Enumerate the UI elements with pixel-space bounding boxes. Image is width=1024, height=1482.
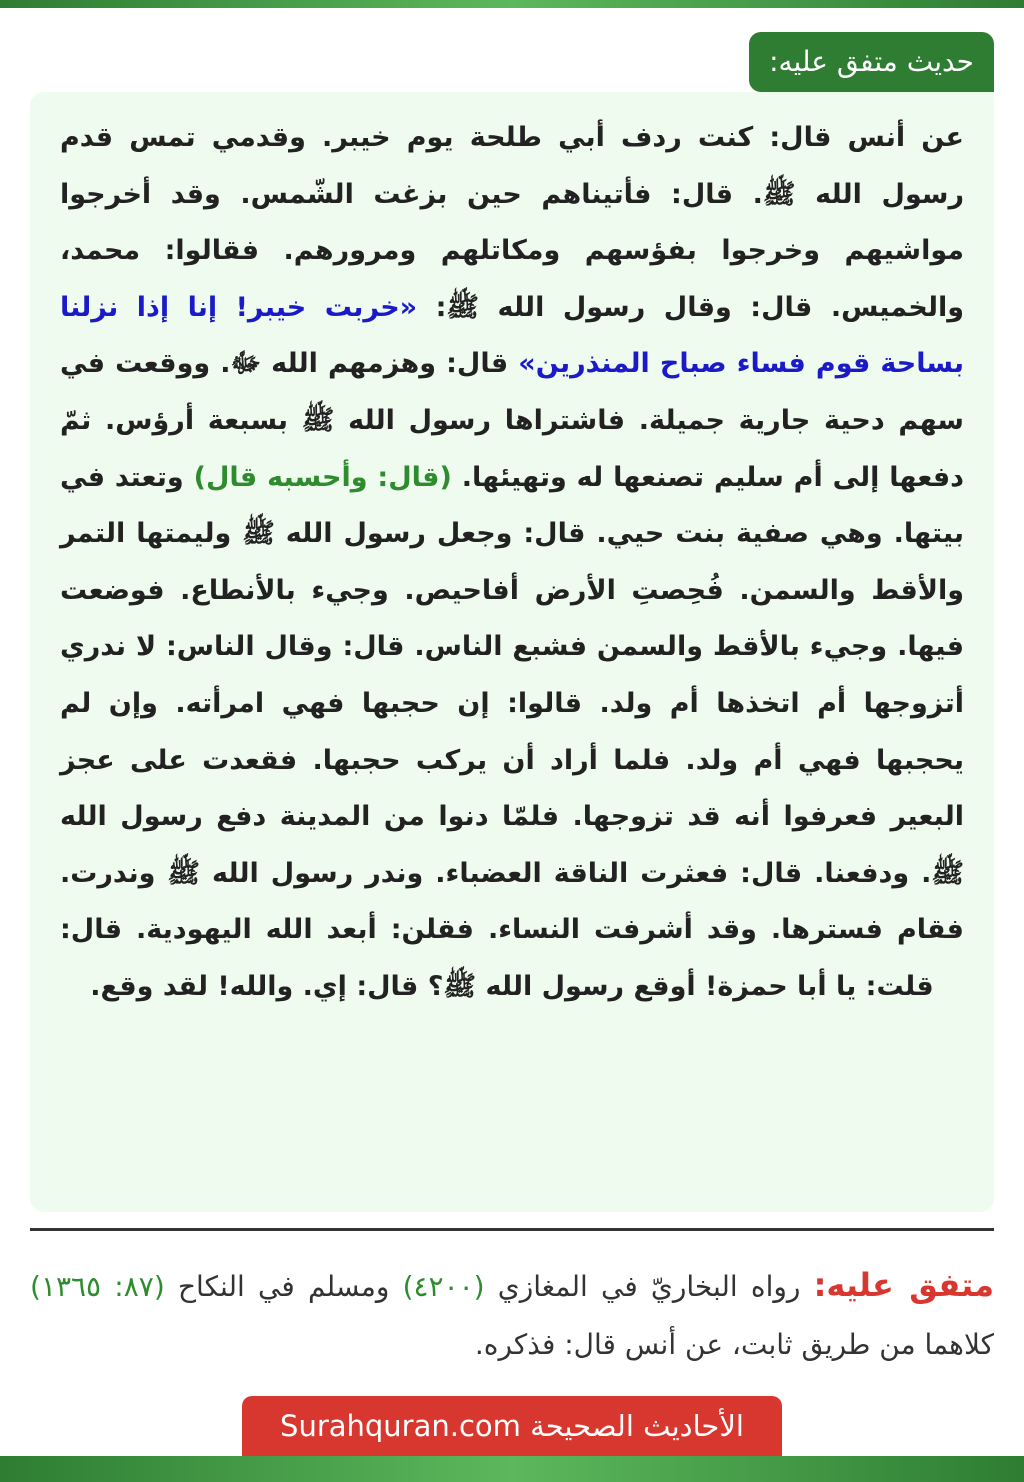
- prophet-quote: «خربت خيبر! إنا إذا نزلنا بساحة قوم فساء صباح المنذرين»: [60, 291, 964, 380]
- bottom-decor-bar: [0, 1456, 1024, 1482]
- divider: [30, 1228, 994, 1231]
- source-text: رواه البخاريّ في المغازي: [484, 1270, 814, 1303]
- hadith-number: (٨٧: ١٣٦٥): [30, 1270, 165, 1303]
- hadith-text-part: عن أنس قال: كنت ردف أبي طلحة يوم خيبر. وقدمي تمس قدم رسول الله ﷺ. قال: فأتيناهم حين بزغت الشّمس. وقد أخرجوا مواشيهم وخرجوا بفؤسهم ومكاتلهم ومرورهم. فقالوا: محمد، والخميس. قال: وقال رسول الله ﷺ:: [60, 122, 964, 323]
- site-badge[interactable]: الأحاديث الصحيحة Surahquran.com: [242, 1396, 782, 1456]
- source-text: كلاهما من طريق ثابت، عن أنس قال: فذكره.: [474, 1328, 994, 1361]
- source-reference: [30, 1256, 994, 1374]
- hadith-text-part: وتعتد في بيتها. وهي صفية بنت حيي. قال: وجعل رسول الله ﷺ وليمتها التمر والأقط والسمن. فُحِصتِ الأرض أفاحيص. وجيء بالأنطاع. فوضعت فيها. وجيء بالأقط والسمن فشبع الناس. قال: وقال الناس: لا ندري أتزوجها أم اتخذها أم ولد. قالوا: إن حجبها فهي امرأته. وإن لم يحجبها فهي أم ولد. فلما أراد أن يركب حجبها. فقعدت على عجز البعير فعرفوا أنه قد تزوجها. فلمّا دنوا من المدينة دفع رسول الله ﷺ. ودفعنا. قال: فعثرت الناقة العضباء. وندر رسول الله ﷺ وندرت. فقام فسترها. وقد أشرفت النساء. فقلن: أبعد الله اليهودية. قال: قلت: يا أبا حمزة! أوقع رسول الله ﷺ؟ قال: إي. والله! لقد وقع.: [60, 461, 964, 1002]
- section-title: حديث متفق عليه:: [749, 32, 994, 92]
- top-decor-bar: [0, 0, 1024, 8]
- narrator-note: (قال: وأحسبه قال): [193, 461, 452, 493]
- source-label: متفق عليه:: [813, 1266, 995, 1304]
- hadith-card: [30, 92, 994, 1212]
- hadith-number: (٤٢٠٠): [402, 1270, 485, 1303]
- hadith-text-part: قال: وهزمهم الله ﷻ. ووقعت في سهم دحية جارية جميلة. فاشتراها رسول الله ﷺ بسبعة أرؤس. ثمّ دفعها إلى أم سليم تصنعها له وتهيئها.: [60, 348, 965, 493]
- hadith-text: [60, 110, 964, 1016]
- source-text: ومسلم في النكاح: [164, 1270, 403, 1303]
